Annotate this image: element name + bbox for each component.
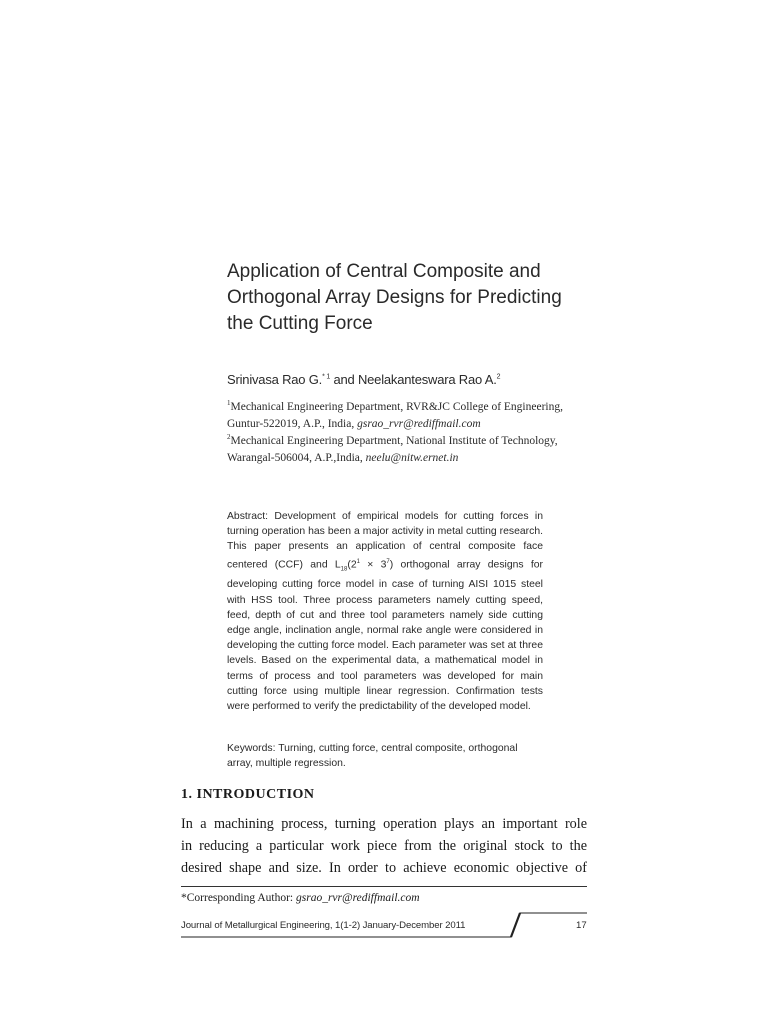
abstract-superscript: 7 (386, 558, 390, 565)
paper-title (227, 259, 627, 337)
affiliation-line: Warangal-506004, A.P.,India, (227, 451, 366, 464)
affiliation-line: Mechanical Engineering Department, RVR&JC College of Engineering, (230, 400, 563, 413)
section-heading: 1. INTRODUCTION (181, 787, 315, 802)
author-mark: * 1 (322, 373, 331, 381)
footnote-divider (181, 886, 587, 887)
author-list (227, 372, 500, 387)
intro-line: in reducing a particular work piece from the original stock to the (181, 838, 587, 854)
footnote-label: *Corresponding Author: (181, 892, 296, 904)
abstract-text: × 3 (359, 559, 387, 571)
author-conjunction: and (330, 372, 358, 387)
title-line: Application of Central Composite and (227, 261, 541, 282)
keywords: Keywords: Turning, cutting force, central composite, orthogonal array, multiple regression. (227, 743, 518, 770)
abstract-text: Abstract: Development of empirical models for cutting forces in turning operation has been a major activity in metal cutting research. This paper presents an application of central composite face centered (CCF) and L (227, 511, 543, 571)
title-line: the Cutting Force (227, 313, 373, 334)
title-line: Orthogonal Array Designs for Predicting (227, 287, 562, 308)
affiliation-mark: 1 (227, 399, 231, 407)
abstract-subscript: 18 (340, 566, 348, 573)
abstract-superscript: 1 (356, 558, 360, 565)
intro-line: In a machining process, turning operation plays an important role (181, 816, 587, 832)
corresponding-author-footnote (181, 892, 420, 904)
author-name: Srinivasa Rao G. (227, 372, 323, 387)
intro-paragraph (181, 813, 587, 879)
intro-line: desired shape and size. In order to achieve economic objective of (181, 860, 587, 876)
abstract-text: (2 (347, 559, 357, 571)
author-mark: 2 (496, 373, 501, 381)
affiliation (227, 395, 563, 433)
affiliation-line: Guntur-522019, A.P., India, (227, 417, 358, 430)
abstract (227, 509, 543, 714)
journal-citation: Journal of Metallurgical Engineering, 1(1-2) January-December 2011 (181, 920, 466, 931)
affiliation-line: Mechanical Engineering Department, National Institute of Technology, (230, 434, 558, 447)
affiliation-email: neelu@nitw.ernet.in (365, 451, 459, 464)
affiliation (227, 429, 558, 467)
page-number: 17 (576, 920, 587, 931)
author-name: Neelakanteswara Rao A. (357, 372, 497, 387)
footnote-email: gsrao_rvr@rediffmail.com (296, 892, 420, 904)
abstract-text: ) orthogonal array designs for developing cutting force model in case of turning AISI 1015 steel with HSS tool. Three process parameters namely cutting speed, feed, depth of cut and three tool parameters namely side cutting edge angle, inclination angle, normal rake angle were considered in developing the cutting force model. Each parameter was set at three levels. Based on the experimental data, a mathematical model in terms of process and tool parameters was developed for main cutting force using multiple linear regression. Confirmation tests were performed to verify the predictability of the developed model. (227, 559, 543, 712)
affiliation-email: gsrao_rvr@rediffmail.com (357, 417, 481, 430)
affiliation-mark: 2 (227, 433, 231, 441)
